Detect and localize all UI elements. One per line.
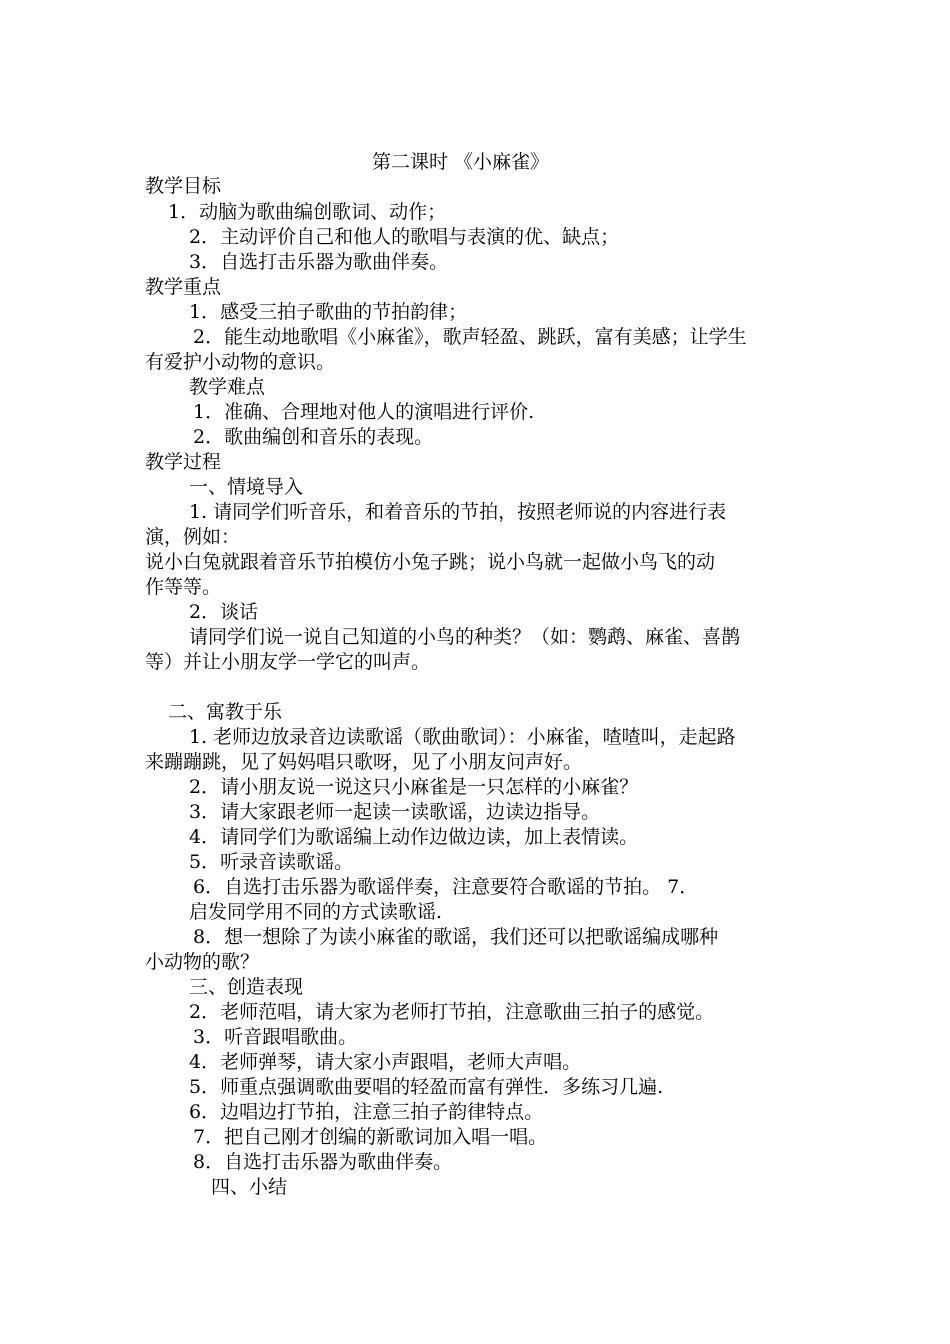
section-3-item-5: 5．师重点强调歌曲要唱的轻盈而富有弹性．多练习几遍. — [189, 1076, 664, 1098]
heading-objectives: 教学目标 — [145, 175, 222, 197]
section-2-item-6: 6．自选打击乐器为歌谣伴奏，注意要符合歌谣的节拍。 7． — [193, 876, 699, 898]
section-4-heading: 四、小结 — [211, 1176, 288, 1198]
objective-3: 3．自选打击乐器为歌曲伴奏。 — [189, 251, 449, 273]
heading-key-points: 教学重点 — [145, 276, 222, 298]
section-3-item-4: 4．老师弹琴，请大家小声跟唱，老师大声唱。 — [189, 1051, 582, 1073]
section-2-item-1-cont: 来蹦蹦跳，见了妈妈唱只歌呀，见了小朋友问声好。 — [145, 751, 583, 773]
section-1-example: 说小白兔就跟着音乐节拍模仿小兔子跳；说小鸟就一起做小鸟飞的动 — [145, 551, 716, 573]
section-3-item-7: 7．把自己刚才创编的新歌词加入唱一唱。 — [193, 1126, 548, 1148]
section-1-item-2: 2．谈话 — [189, 601, 259, 623]
section-2-item-7: 启发同学用不同的方式读歌谣. — [189, 901, 443, 923]
section-2-item-1: 1. 老师边放录音边读歌谣（歌曲歌词）：小麻雀，喳喳叫，走起路 — [189, 726, 736, 748]
section-3-heading: 三、创造表现 — [189, 976, 304, 998]
section-2-item-8: 8．想一想除了为读小麻雀的歌谣，我们还可以把歌谣编成哪种 — [193, 926, 719, 948]
heading-process: 教学过程 — [145, 451, 222, 473]
section-3-item-3: 3．听音跟唱歌曲。 — [193, 1026, 358, 1048]
section-1-item-2-cont: 等）并让小朋友学一学它的叫声。 — [145, 651, 431, 673]
heading-difficulties: 教学难点 — [189, 376, 266, 398]
section-3-item-8: 8．自选打击乐器为歌曲伴奏。 — [193, 1151, 453, 1173]
section-2-item-8-cont: 小动物的歌？ — [145, 951, 260, 973]
section-3-item-2: 2．老师范唱，请大家为老师打节拍，注意歌曲三拍子的感觉。 — [189, 1001, 715, 1023]
section-1-example-cont: 作等等。 — [145, 576, 222, 598]
section-3-item-6: 6．边唱边打节拍，注意三拍子韵律特点。 — [189, 1101, 544, 1123]
section-2-heading: 二、寓教于乐 — [168, 701, 283, 723]
key-point-2-cont: 有爱护小动物的意识。 — [145, 351, 336, 373]
section-2-item-4: 4．请同学们为歌谣编上动作边做边读，加上表情读。 — [189, 826, 639, 848]
key-point-2: 2．能生动地歌唱《小麻雀》，歌声轻盈、跳跃，富有美感；让学生 — [193, 326, 747, 348]
objective-1: 1．动脑为歌曲编创歌词、动作； — [168, 201, 447, 223]
section-1-item-2-text: 请同学们说一说自己知道的小鸟的种类？（如：鹦鹉、麻雀、喜鹊 — [189, 626, 741, 648]
section-1-heading: 一、情境导入 — [189, 476, 304, 498]
section-1-item-1-cont: 演，例如： — [145, 526, 241, 548]
section-2-item-5: 5．听录音读歌谣。 — [189, 851, 354, 873]
section-2-item-3: 3．请大家跟老师一起读一读歌谣，边读边指导。 — [189, 801, 601, 823]
key-point-1: 1．感受三拍子歌曲的节拍韵律； — [189, 301, 468, 323]
difficulty-1: 1．准确、合理地对他人的演唱进行评价. — [193, 401, 535, 423]
difficulty-2: 2．歌曲编创和音乐的表现。 — [193, 426, 434, 448]
objective-2: 2．主动评价自己和他人的歌唱与表演的优、缺点； — [189, 226, 620, 248]
section-2-item-2: 2．请小朋友说一说这只小麻雀是一只怎样的小麻雀？ — [189, 776, 639, 798]
page-title: 第二课时 《小麻雀》 — [372, 151, 550, 173]
section-1-item-1: 1. 请同学们听音乐，和着音乐的节拍，按照老师说的内容进行表 — [189, 501, 727, 523]
